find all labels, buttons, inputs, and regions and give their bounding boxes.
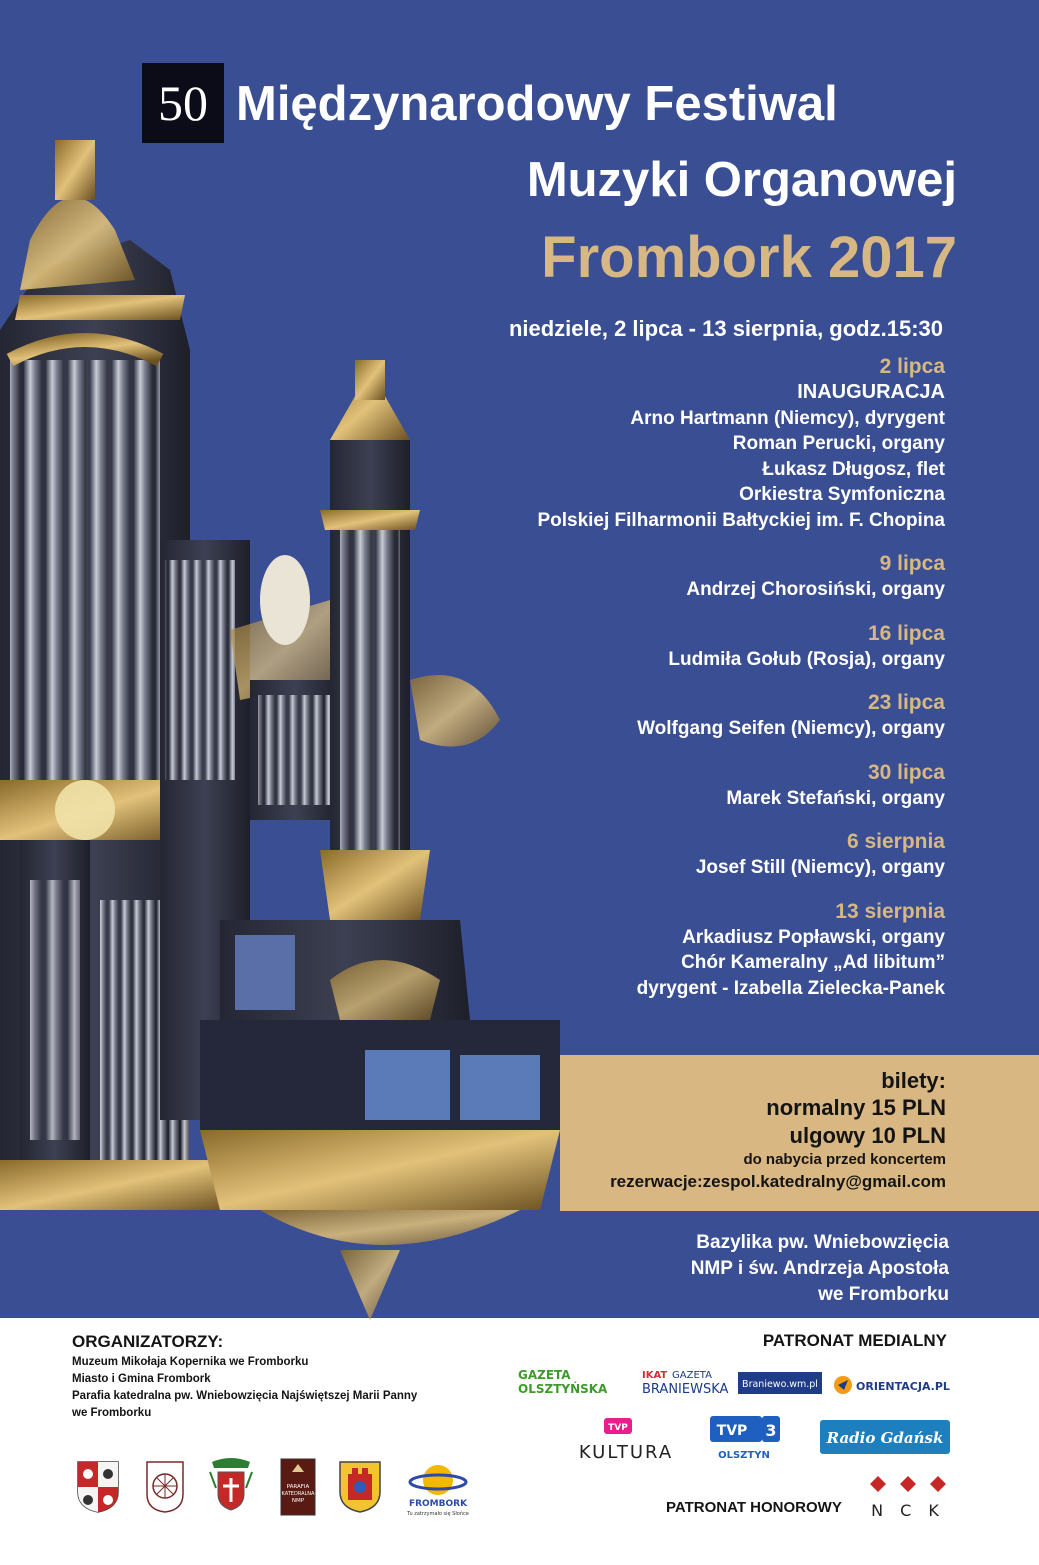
event-7 [385, 899, 945, 1002]
honorary-patronage-title: PATRONAT HONOROWY [666, 1499, 842, 1516]
event-line: Ludmiła Gołub (Rosja), organy [668, 648, 945, 670]
parish-logo-text: NMP [291, 1498, 305, 1504]
tickets-note: do nabycia przed koncertem [743, 1151, 946, 1168]
nck-logo [868, 1472, 948, 1522]
organizer-item: Muzeum Mikołaja Kopernika we Fromborku [72, 1356, 309, 1368]
ticket-reduced-price: ulgowy 10 PLN [789, 1123, 946, 1148]
event-6 [385, 829, 945, 881]
bishop-coat-of-arms-icon [208, 1458, 254, 1514]
event-line: Arno Hartmann (Niemcy), dyrygent [630, 407, 945, 429]
parish-logo-text: KATEDRALNA [281, 1491, 315, 1497]
braniewo-logo [738, 1372, 822, 1394]
tvp-kultura-logo [578, 1416, 674, 1464]
event-line: dyrygent - Izabella Zielecka-Panek [636, 977, 945, 999]
coat-of-arms-warmia-icon [76, 1460, 120, 1514]
venue-line: NMP i św. Andrzeja Apostoła [690, 1258, 949, 1279]
event-date: 2 lipca [879, 355, 945, 378]
venue-line: we Fromborku [818, 1284, 949, 1305]
organizer-item: Parafia katedralna pw. Wniebowzięcia Najświętszej Marii Panny [72, 1390, 418, 1402]
radio-gdansk-logo [820, 1420, 950, 1454]
organizer-item: Miasto i Gmina Frombork [72, 1373, 211, 1385]
event-date: 13 sierpnia [835, 899, 945, 923]
venue-address [691, 1230, 949, 1308]
event-4 [385, 690, 945, 742]
gazeta-olsztynska-text: OLSZTYŃSKA [518, 1382, 608, 1396]
event-5 [385, 760, 945, 812]
braniewo-text: Braniewo.wm.pl [742, 1379, 818, 1390]
ikat-text: BRANIEWSKA [642, 1382, 729, 1397]
event-line: Andrzej Chorosiński, organy [686, 579, 945, 600]
event-date: 6 sierpnia [846, 830, 945, 853]
tvp3-badge: TVP [716, 1423, 748, 1439]
gazeta-olsztynska-logo [516, 1366, 628, 1398]
title-line-1: Międzynarodowy Festiwal [236, 77, 838, 131]
tickets-heading: bilety: [881, 1068, 946, 1093]
event-line: Polskiej Filharmonii Bałtyckiej im. F. Chopina [537, 509, 945, 531]
ikat-text: GAZETA [672, 1370, 712, 1381]
frombork-coat-of-arms-icon [338, 1460, 382, 1514]
event-line: Arkadiusz Popławski, organy [682, 926, 945, 948]
festival-dates: niedziele, 2 lipca - 13 sierpnia, godz.15:30 [508, 316, 943, 341]
tvp3-text: OLSZTYN [718, 1450, 770, 1461]
tickets-band [560, 1055, 1039, 1211]
event-1 [385, 354, 945, 533]
event-date: 16 lipca [867, 621, 945, 645]
frombork-logo-text: FROMBORK [408, 1499, 468, 1509]
parish-logo [280, 1458, 316, 1516]
ticket-normal-price: normalny 15 PLN [766, 1095, 946, 1120]
title-line-2: Muzyki Organowej [526, 153, 957, 207]
media-patronage-title: PATRONAT MEDIALNY [762, 1331, 947, 1350]
event-date: 9 lipca [879, 552, 945, 575]
event-3 [385, 621, 945, 673]
tvp-kultura-text: KULTURA [578, 1442, 674, 1463]
event-line: Josef Still (Niemcy), organy [695, 857, 945, 878]
tvp3-olsztyn-logo [706, 1414, 782, 1464]
tickets-info [610, 1067, 946, 1194]
event-line: Marek Stefański, organy [726, 787, 945, 809]
event-line: Roman Perucki, organy [732, 433, 945, 454]
event-date: 23 lipca [867, 691, 945, 714]
parish-logo-text: PARAFIA [286, 1484, 310, 1490]
event-line: Wolfgang Seifen (Niemcy), organy [637, 718, 945, 739]
concert-schedule [385, 354, 945, 1019]
nck-text: N C K [871, 1501, 945, 1520]
event-line: Łukasz Długosz, flet [762, 458, 945, 480]
event-2 [385, 551, 945, 603]
orientacja-logo [832, 1372, 950, 1398]
organizer-item: we Fromborku [72, 1407, 152, 1419]
museum-seal-icon [145, 1460, 185, 1514]
frombork-city-logo [400, 1460, 476, 1520]
organizers-title: ORGANIZATORZY: [72, 1332, 224, 1351]
radio-gdansk-text: Radio Gdańsk [826, 1429, 944, 1447]
event-line: Orkiestra Symfoniczna [739, 484, 945, 505]
tvp-kultura-badge: TVP [608, 1423, 628, 1433]
event-line: Chór Kameralny „Ad libitum” [681, 952, 945, 973]
frombork-logo-tagline: Tu zatrzymało się Słońce [407, 1511, 469, 1517]
orientacja-text: ORIENTACJA.PL [856, 1380, 950, 1393]
organizers-list [72, 1354, 512, 1422]
edition-number: 50 [142, 63, 224, 143]
tvp3-badge: 3 [765, 1421, 777, 1440]
event-line: INAUGURACJA [797, 381, 945, 403]
title-line-3: Frombork 2017 [541, 225, 957, 290]
venue-line: Bazylika pw. Wniebowzięcia [696, 1232, 949, 1253]
gazeta-olsztynska-text: GAZETA [518, 1368, 571, 1382]
event-date: 30 lipca [867, 760, 945, 784]
ikat-gazeta-braniewska-logo [640, 1366, 732, 1400]
reservation-email: rezerwacje:zespol.katedralny@gmail.com [610, 1172, 946, 1191]
ikat-text: IKAT [642, 1370, 668, 1381]
